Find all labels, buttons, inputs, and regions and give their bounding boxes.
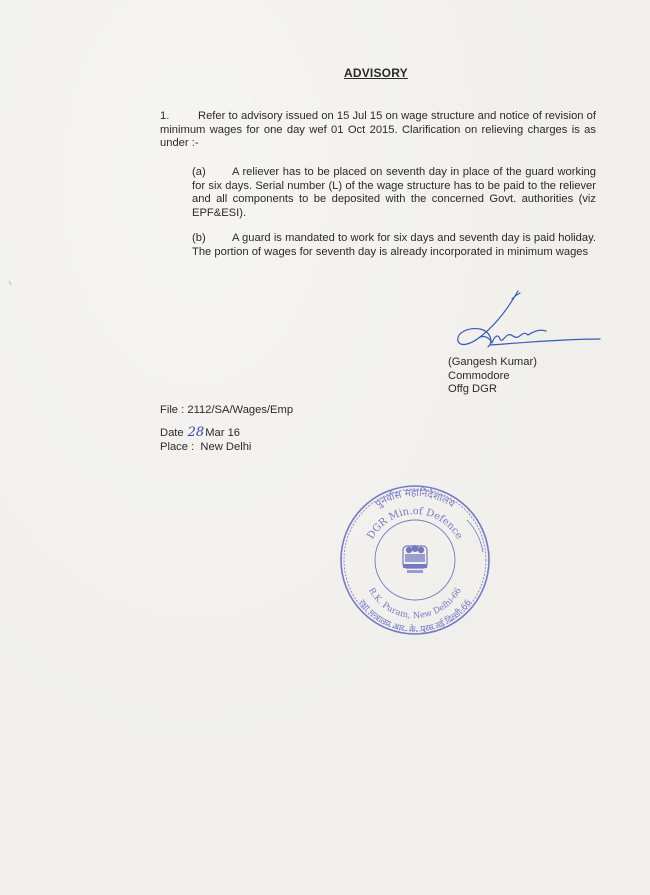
seal-text-dgr: DGR Min.of Defence [365,505,465,542]
document-title: ADVISORY [344,66,408,80]
place-label: Place : [160,440,195,453]
date-row [160,426,251,441]
signatory-rank: Commodore [448,369,510,382]
paragraph-1 [160,110,596,151]
subparagraph-a-text: A reliever has to be placed on seventh day in place of the guard working for six days. Serial number (L) of the wage structure has to be paid to the reliever and all components to be deposited with the concerned Govt. authorities (viz EPF&ESI). [192,166,596,219]
signatory-designation: Offg DGR [448,383,497,395]
subparagraph-a-label: (a) [192,166,206,178]
date-place-block [160,426,251,454]
place-value: New Delhi [200,440,252,453]
stray-mark [8,280,12,286]
subparagraph-b-text: A guard is mandated to work for six days and seventh day is paid holiday. The portion of wages for seventh day is already incorporated in minimum wages [192,232,596,258]
file-reference: File : 2112/SA/Wages/Emp [160,404,294,416]
paragraph-1-text: Refer to advisory issued on 15 Jul 15 on wage structure and notice of revision of minimum wages for one day wef 01 Oct 2015. Clarification on relieving charges is as under :- [160,110,596,149]
national-emblem-icon [403,545,427,573]
seal-text-address: R.K. Puram, New Delhi-66 [366,586,464,622]
signatory-block [448,356,537,397]
date-label: Date [160,427,184,439]
signatory-name: (Gangesh Kumar) [448,356,537,368]
date-day-handwritten: 28 [187,425,205,440]
paragraph-1-number: 1. [160,110,170,122]
subparagraph-a [192,166,596,220]
seal-text-hindi-top: पुनर्वास महानिदेशालय [373,487,457,511]
place-row [160,441,251,455]
subparagraph-b-label: (b) [192,232,206,244]
date-month-year: Mar 16 [205,427,241,439]
subparagraph-b [192,232,596,259]
official-seal-stamp [335,480,495,640]
seal-text-hindi-bottom: रक्षा मन्त्रालय आर. के. पुरम नई दिल्ली-66 [356,598,474,636]
